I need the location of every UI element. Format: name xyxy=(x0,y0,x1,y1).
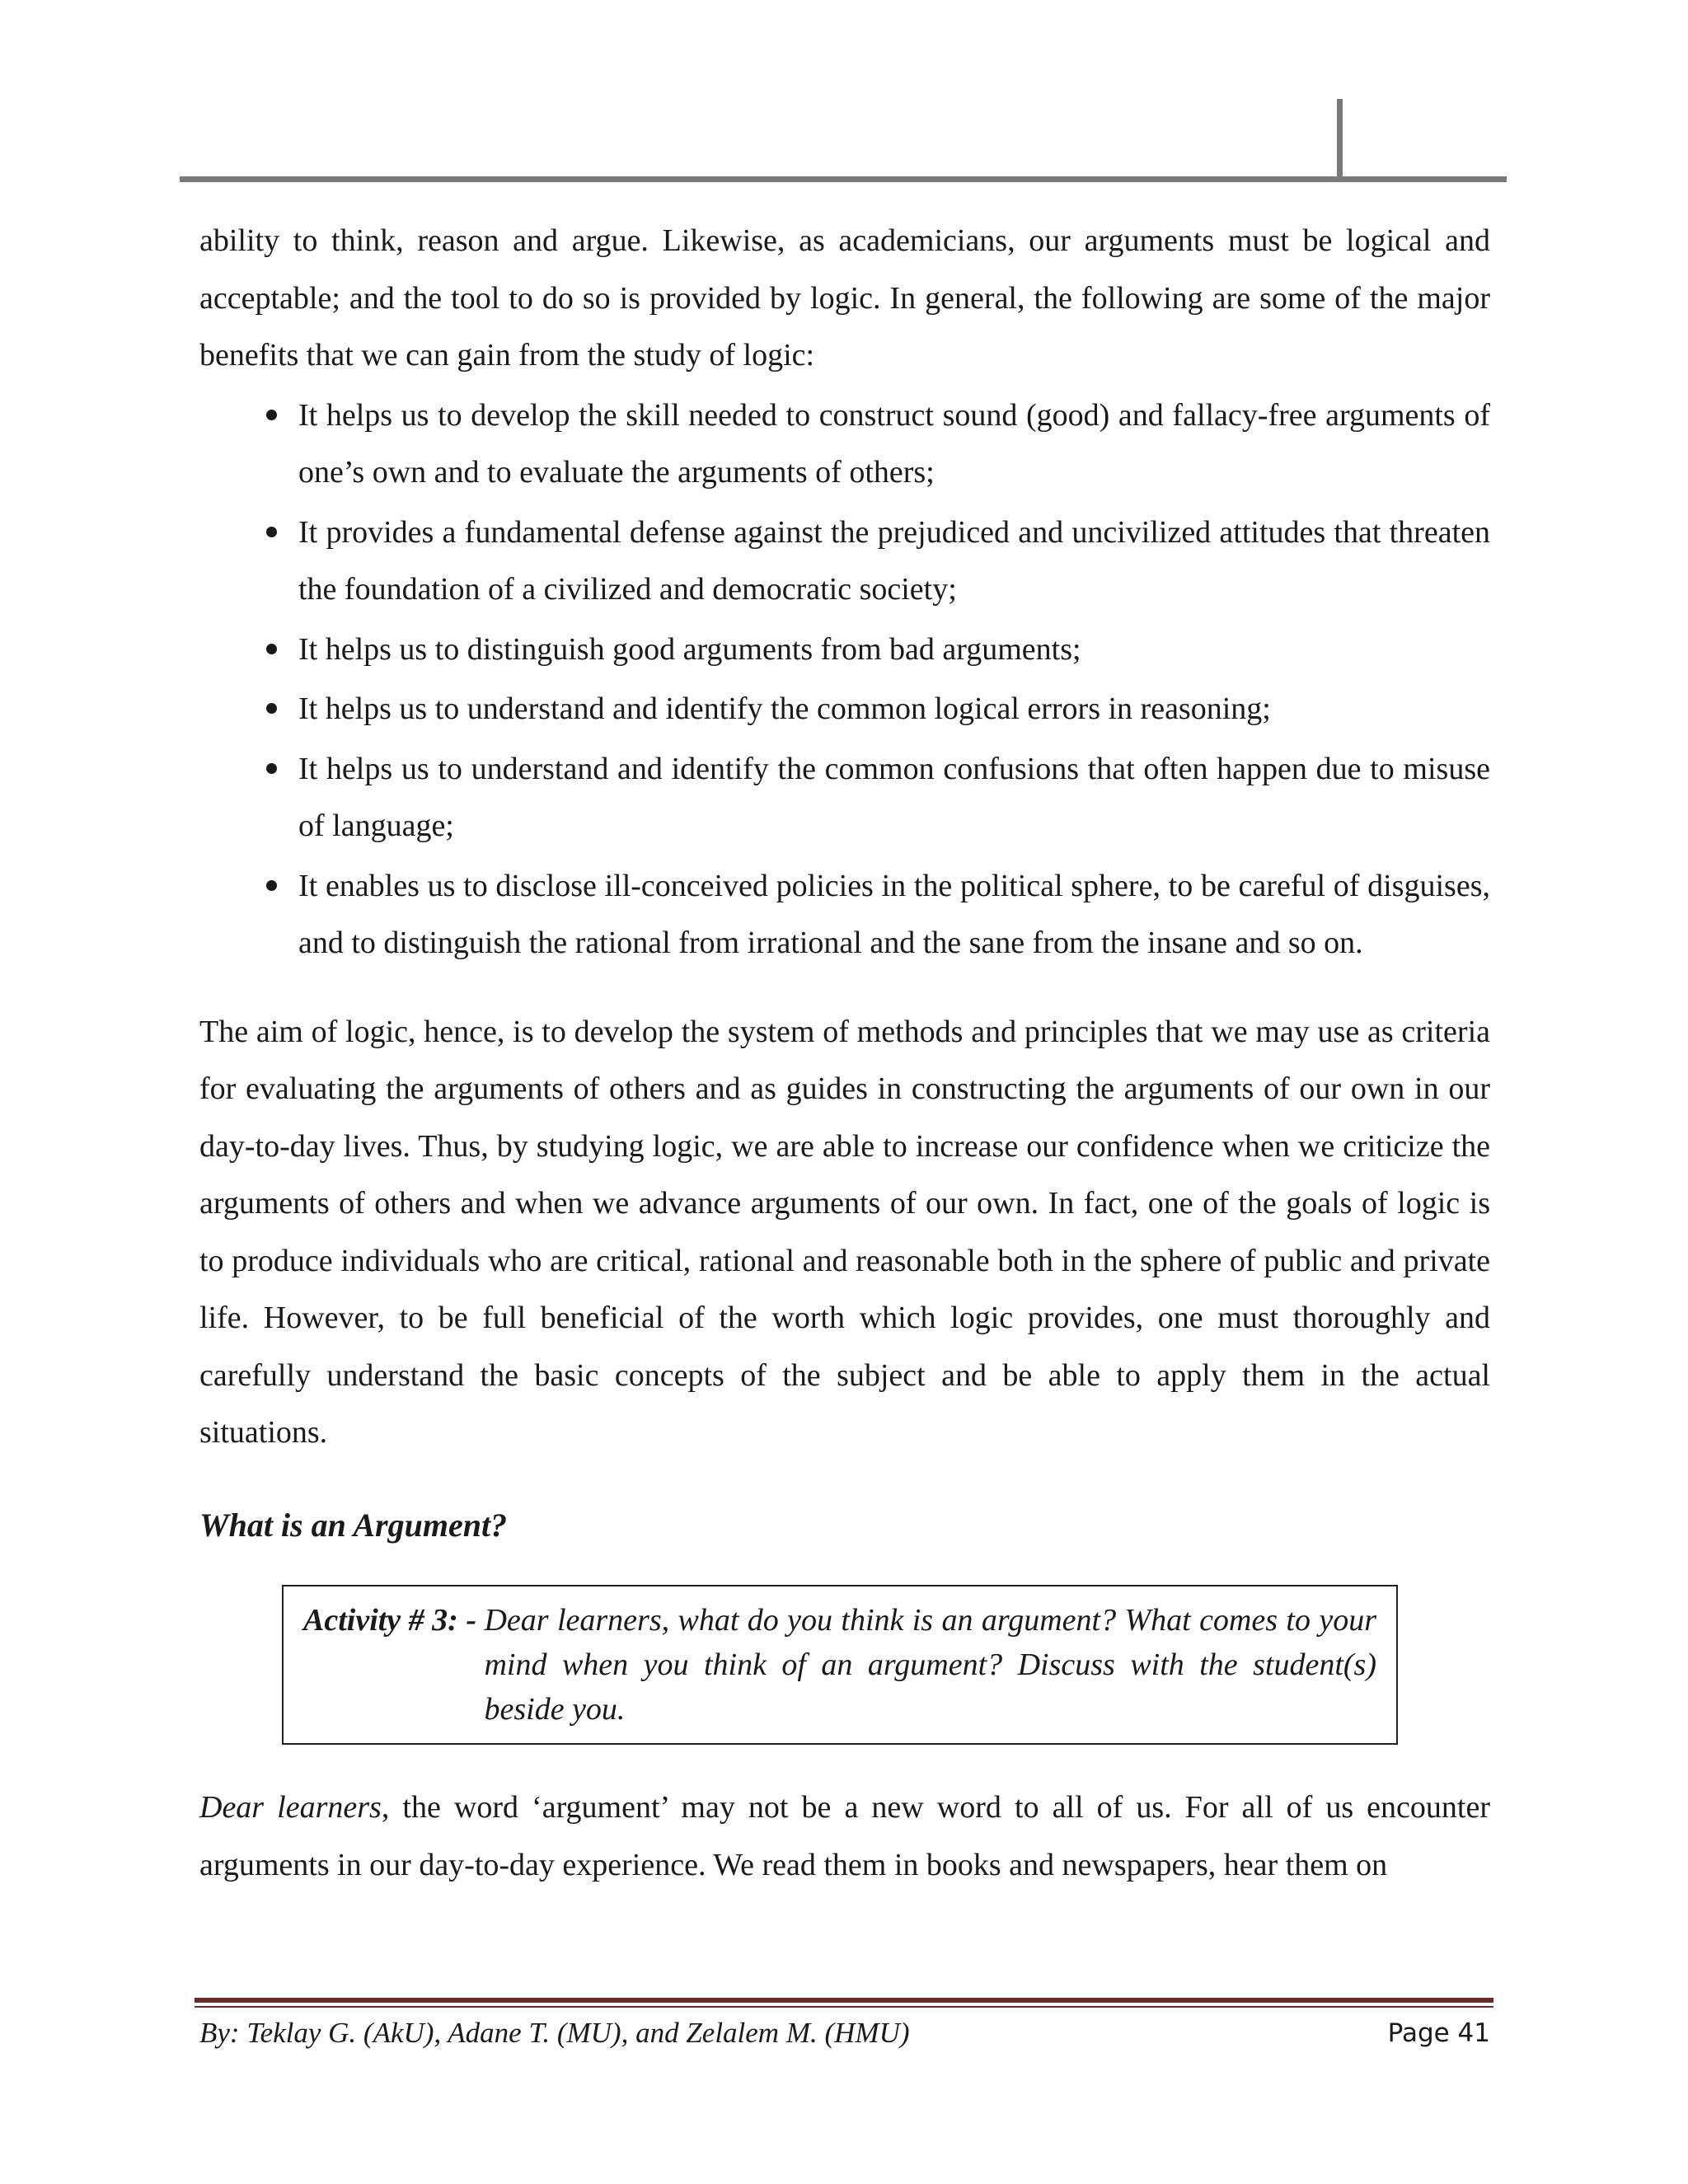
bullet-icon xyxy=(266,763,277,774)
list-item: It helps us to distinguish good arguments from bad arguments; xyxy=(298,621,1490,679)
footer-rule xyxy=(195,1998,1493,2003)
bullet-icon xyxy=(266,644,277,654)
activity-box xyxy=(282,1585,1398,1745)
paragraph-rest: , the word ‘argument’ may not be a new word to all of us. For all of us encounter arguments in our day-to-day experience. We read them in books and newspapers, hear them on xyxy=(199,1790,1490,1882)
list-item: It enables us to disclose ill-conceived policies in the political sphere, to be careful of disguises, and to distinguish the rational from irrational and the sane from the insane and so on. xyxy=(298,858,1490,972)
page-body xyxy=(199,213,1490,1894)
bullet-icon xyxy=(266,880,277,891)
paragraph-aim-of-logic: The aim of logic, hence, is to develop the system of methods and principles that we may use as criteria for evaluating the arguments of others and as guides in constructing the arguments of our own in our day-to-day lives. Thus, by studying logic, we are able to increase our confidence when we criticize the arguments of others and when we advance arguments of our own. In fact, one of the goals of logic is to produce individuals who are critical, rational and reasonable both in the sphere of public and private life. However, to be full beneficial of the worth which logic provides, one must thoroughly and carefully understand the basic concepts of the subject and be able to apply them in the actual situations. xyxy=(199,1014,1490,1450)
bullet-icon xyxy=(266,703,277,714)
section-heading: What is an Argument? xyxy=(199,1506,508,1544)
header-tick-mark xyxy=(1337,99,1343,180)
list-item: It provides a fundamental defense against the prejudiced and uncivilized attitudes that threaten the foundation of a civilized and democratic society; xyxy=(298,504,1490,619)
list-item: It helps us to understand and identify the common logical errors in reasoning; xyxy=(298,681,1490,738)
benefits-list xyxy=(199,387,1490,972)
header-rule xyxy=(180,176,1507,182)
list-item: It helps us to develop the skill needed to construct sound (good) and fallacy-free arguments of one’s own and to evaluate the arguments of others; xyxy=(298,387,1490,502)
bullet-icon xyxy=(266,527,277,537)
footer-authors: By: Teklay G. (AkU), Adane T. (MU), and Zelalem M. (HMU) xyxy=(199,2017,910,2049)
paragraph-intro: ability to think, reason and argue. Likewise, as academicians, our arguments must be logical and acceptable; and the tool to do so is provided by logic. In general, the following are some of the major benefits that we can gain from the study of logic: xyxy=(199,223,1490,373)
paragraph-argument-intro xyxy=(199,1779,1490,1894)
list-item: It helps us to understand and identify the common confusions that often happen due to misuse of language; xyxy=(298,741,1490,855)
footer-rule-thin xyxy=(195,2006,1493,2008)
activity-label: Activity # 3: - xyxy=(303,1603,485,1638)
paragraph-lead-italic: Dear learners xyxy=(199,1790,382,1825)
bullet-icon xyxy=(266,410,277,420)
page-number: Page 41 xyxy=(1387,2018,1490,2048)
activity-text: Dear learners, what do you think is an argument? What comes to your mind when you think of an argument? Discuss with the student(s) beside you. xyxy=(484,1603,1376,1727)
